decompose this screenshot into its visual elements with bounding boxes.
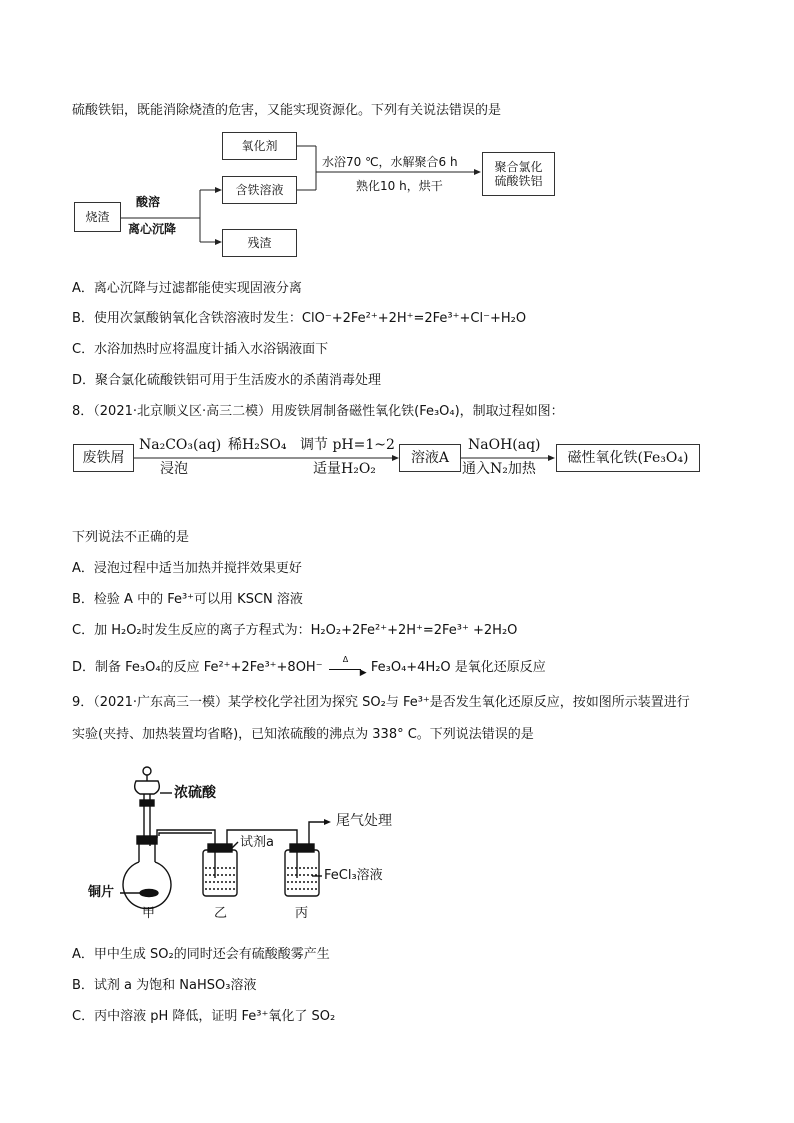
q9-stem-line2: 实验(夹持、加热装置均省略)，已知浓硫酸的沸点为 338° C。下列说法错误的是 — [72, 727, 534, 742]
flow-label-soak: 浸泡 — [160, 461, 188, 477]
flow-label-ph: 调节 pH=1~2 — [300, 437, 395, 453]
flow-product-line2: 硫酸铁铝 — [494, 174, 543, 188]
flow-box-start: 烧渣 — [74, 202, 121, 232]
flow-label-na2co3: Na₂CO₃(aq) — [139, 437, 222, 453]
flow-box-oxidant: 氧化剂 — [222, 132, 297, 160]
q8-option-d-post: Fe₃O₄+4H₂O 是氧化还原反应 — [370, 660, 546, 675]
label-bing: 丙 — [295, 906, 309, 921]
q8-question: 下列说法不正确的是 — [72, 530, 190, 545]
label-yi: 乙 — [214, 906, 228, 921]
label-exhaust: 尾气处理 — [336, 813, 392, 829]
flow-label-centrifuge: 离心沉降 — [128, 222, 177, 236]
arrow-head-icon: ▶ — [359, 668, 367, 678]
flow-label-h2so4: 稀H₂SO₄ — [228, 437, 287, 453]
flow-label-aging: 熟化10 h，烘干 — [356, 179, 443, 193]
flow-box-solution-a: 溶液A — [399, 444, 461, 472]
flow-box-iron-solution: 含铁溶液 — [222, 176, 297, 204]
delta-symbol: Δ — [342, 655, 349, 664]
q7-option-d: D．聚合氯化硫酸铁铝可用于生活废水的杀菌消毒处理 — [72, 373, 382, 388]
q7-option-c: C．水浴加热时应将温度计插入水浴锅液面下 — [72, 342, 329, 357]
flow-label-naoh: NaOH(aq) — [468, 437, 541, 453]
q7-intro: 硫酸铁铝，既能消除烧渣的危害，又能实现资源化。下列有关说法错误的是 — [72, 103, 502, 118]
label-conc-sulfuric-acid: 浓硫酸 — [174, 785, 216, 801]
flow-label-water-bath: 水浴70 ℃，水解聚合6 h — [322, 155, 458, 169]
q9-option-c: C．丙中溶液 pH 降低，证明 Fe³⁺氧化了 SO₂ — [72, 1009, 336, 1024]
flow-box-magnetite: 磁性氧化铁(Fe₃O₄) — [556, 444, 700, 472]
q8-stem: 8．（2021·北京顺义区·高三二模）用废铁屑制备磁性氧化铁(Fe₃O₄)，制取过程如图： — [72, 404, 564, 419]
label-jia: 甲 — [142, 906, 156, 921]
flow-label-n2-heat: 通入N₂加热 — [462, 461, 536, 477]
label-fecl3: FeCl₃溶液 — [324, 868, 383, 883]
q7-option-a: A．离心沉降与过滤都能使实现固液分离 — [72, 281, 302, 296]
q9-stem-line1: 9．（2021·广东高三一模）某学校化学社团为探究 SO₂与 Fe³⁺是否发生氧化还原反应，按如图所示装置进行 — [72, 695, 690, 710]
q7-option-b: B．使用次氯酸钠氧化含铁溶液时发生：ClO⁻+2Fe²⁺+2H⁺=2Fe³⁺+Cl⁻+H₂O — [72, 311, 527, 326]
q9-option-a: A．甲中生成 SO₂的同时还会有硫酸酸雾产生 — [72, 947, 330, 962]
q8-option-a: A．浸泡过程中适当加热并搅拌效果更好 — [72, 561, 302, 576]
flow-box-scrap-iron: 废铁屑 — [73, 444, 134, 472]
q8-option-c: C．加 H₂O₂时发生反应的离子方程式为：H₂O₂+2Fe²⁺+2H⁺=2Fe³⁺ +2H₂O — [72, 623, 518, 638]
flow-box-residue: 残渣 — [222, 229, 297, 257]
flow-product-line1: 聚合氯化 — [494, 160, 543, 174]
label-reagent-a: 试剂a — [240, 835, 274, 850]
q9-option-b: B．试剂 a 为饱和 NaHSO₃溶液 — [72, 978, 257, 993]
label-copper: 铜片 — [88, 885, 115, 900]
q8-option-b: B．检验 A 中的 Fe³⁺可以用 KSCN 溶液 — [72, 592, 303, 607]
flow-label-h2o2: 适量H₂O₂ — [313, 461, 376, 477]
flow-label-acid-dissolve: 酸溶 — [136, 195, 161, 209]
q8-option-d-pre: D．制备 Fe₃O₄的反应 Fe²⁺+2Fe³⁺+8OH⁻ — [72, 660, 323, 675]
